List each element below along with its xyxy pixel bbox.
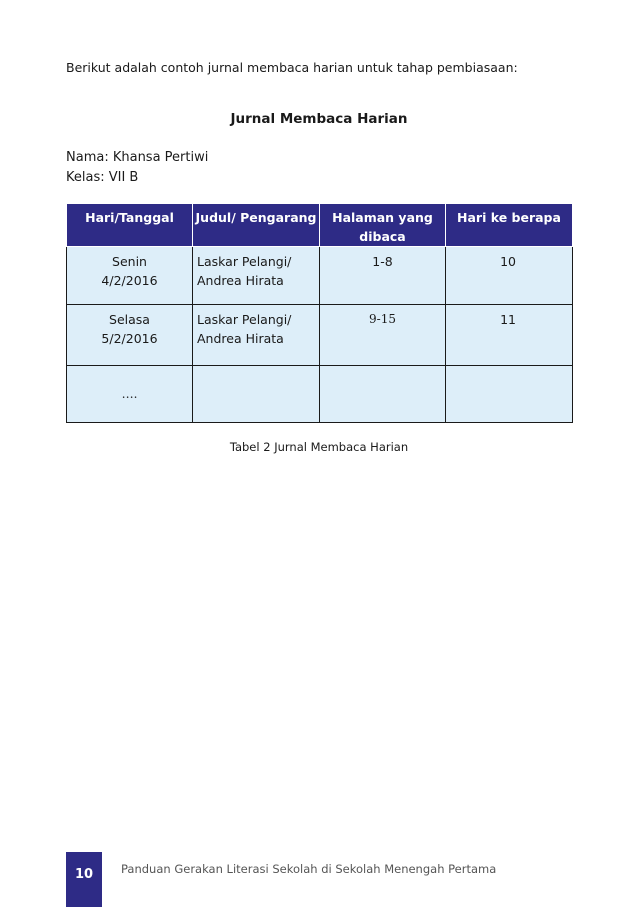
header-hari-tanggal: Hari/Tanggal [67,204,193,247]
intro-text: Berikut adalah contoh jurnal membaca harian untuk tahap pembiasaan: [66,60,518,75]
cell-hari-ke [446,366,573,423]
cell-judul-pengarang [193,366,320,423]
cell-halaman [320,366,446,423]
page-number: 10 [66,852,102,907]
cell-halaman: 1-8 [320,247,446,305]
cell-judul-pengarang [193,247,320,305]
cell-hari-tanggal [67,247,193,305]
cell-halaman: 9-15 [320,305,446,366]
student-info [66,148,208,188]
cell-tanggal: 4/2/2016 [101,273,158,288]
header-halaman: Halaman yang dibaca [320,204,446,247]
document-title: Jurnal Membaca Harian [230,111,408,127]
reading-journal-table [66,203,573,423]
table-row [67,366,573,423]
footer-text: Panduan Gerakan Literasi Sekolah di Sekolah Menengah Pertama [121,862,497,876]
cell-judul-pengarang [193,305,320,366]
table-caption: Tabel 2 Jurnal Membaca Harian [229,440,409,454]
cell-tanggal: 5/2/2016 [101,331,158,346]
table-row [67,247,573,305]
cell-hari: Selasa [109,312,150,327]
cell-hari-tanggal: …. [67,366,193,423]
cell-hari-ke: 11 [446,305,573,366]
cell-pengarang: Andrea Hirata [197,331,284,346]
header-hari-ke: Hari ke berapa [446,204,573,247]
cell-judul: Laskar Pelangi/ [197,312,292,327]
cell-pengarang: Andrea Hirata [197,273,284,288]
table-row [67,305,573,366]
cell-hari-ke: 10 [446,247,573,305]
student-name: Nama: Khansa Pertiwi [66,150,209,165]
cell-hari: Senin [112,254,147,269]
student-class: Kelas: VII B [66,170,139,185]
cell-judul: Laskar Pelangi/ [197,254,292,269]
header-judul-pengarang: Judul/ Pengarang [193,204,320,247]
table-header-row [67,204,573,247]
cell-hari-tanggal [67,305,193,366]
